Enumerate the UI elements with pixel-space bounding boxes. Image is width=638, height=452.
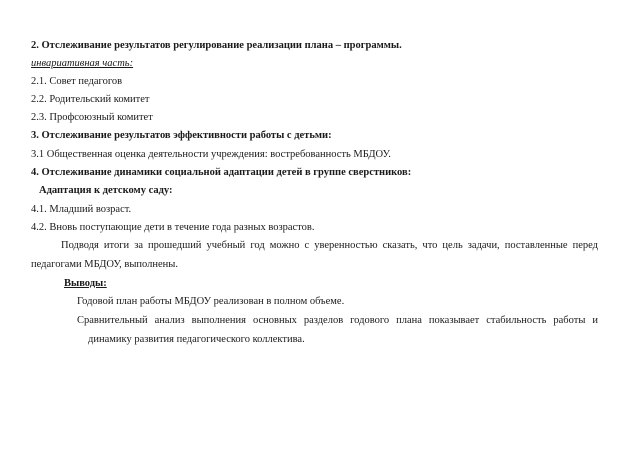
list-item-4-1: 4.1. Младший возраст.: [31, 204, 132, 215]
summary-paragraph-line-2: педагогами МБДОУ, выполнены.: [31, 259, 178, 270]
list-item-2-1: 2.1. Совет педагогов: [31, 76, 123, 87]
section-2-heading: 2. Отслеживание результатов регулирование реализации плана – программы.: [31, 40, 402, 51]
conclusions-heading: Выводы:: [64, 278, 107, 289]
list-item-2-3: 2.3. Профсоюзный комитет: [31, 112, 153, 123]
summary-paragraph-line-1: Подводя итоги за прошедший учебный год можно с уверенностью сказать, что цель задачи, поставленные перед: [61, 240, 598, 251]
section-4-heading: 4. Отслеживание динамики социальной адаптации детей в группе сверстников:: [31, 167, 412, 178]
list-item-4-2: 4.2. Вновь поступающие дети в течение года разных возрастов.: [31, 222, 315, 233]
section-3-heading: 3. Отслеживание результатов эффективности работы с детьми:: [31, 130, 332, 141]
conclusion-line-3: динамику развития педагогического коллектива.: [88, 334, 305, 345]
adaptation-subheading: Адаптация к детскому саду:: [39, 185, 173, 196]
conclusion-line-1: Годовой план работы МБДОУ реализован в полном объеме.: [77, 296, 345, 307]
list-item-2-2: 2.2. Родительский комитет: [31, 94, 150, 105]
invariant-part-label: инвариативная часть:: [31, 58, 134, 69]
conclusion-line-2: Сравнительный анализ выполнения основных разделов годового плана показывает стабильность работы и: [77, 315, 598, 326]
list-item-3-1: 3.1 Общественная оценка деятельности учреждения: востребованность МБДОУ.: [31, 149, 391, 160]
